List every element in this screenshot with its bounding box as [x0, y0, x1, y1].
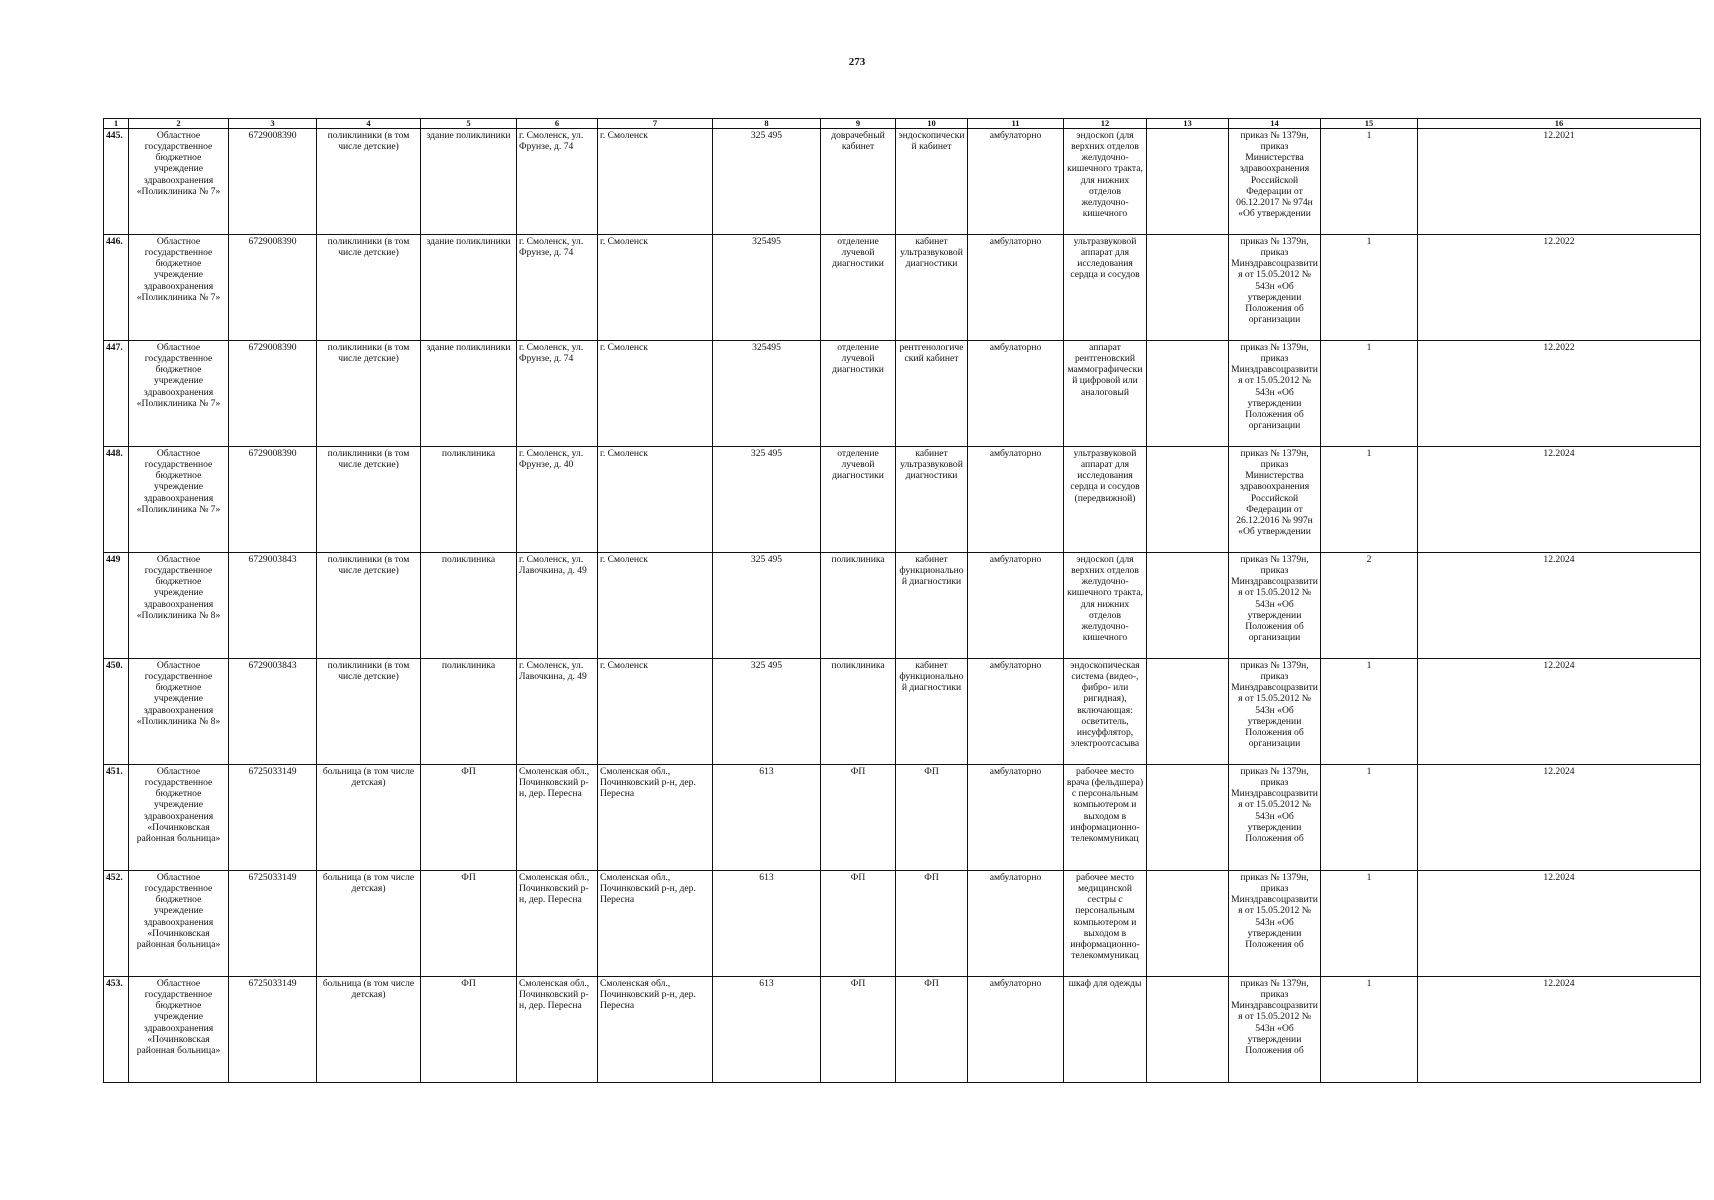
address-cell: Смоленская обл., Починковский р-н, дер. Пересна: [517, 977, 598, 1083]
legal-basis-cell: приказ № 1379н, приказ Министерства здравоохранения Российской Федерации от 06.12.2017 № 974н «Об утверждении: [1229, 129, 1321, 235]
table-row: [104, 235, 1701, 341]
care-mode-cell: амбулаторно: [968, 129, 1064, 235]
address-cell: г. Смоленск, ул. Лавочкина, д. 49: [517, 553, 598, 659]
cabinet-cell: кабинет ультразвуковой диагностики: [896, 235, 968, 341]
inn-cell: 6725033149: [229, 765, 317, 871]
cabinet-cell: ФП: [896, 977, 968, 1083]
facility-type: поликлиники (в том числе детские): [317, 341, 421, 447]
equipment-cell: эндоскопическая система (видео-, фибро- или ригидная), включающая: осветитель, инсуффлятор, электроотсасыва: [1064, 659, 1147, 765]
inn-cell: 6729008390: [229, 129, 317, 235]
column-number-row: [104, 119, 1701, 129]
row-number: 447.: [104, 341, 129, 447]
date-cell: 12.2024: [1418, 553, 1701, 659]
legal-basis-cell: приказ № 1379н, приказ Минздравсоцразвития от 15.05.2012 № 543н «Об утверждении Положения об организации: [1229, 341, 1321, 447]
care-mode-cell: амбулаторно: [968, 447, 1064, 553]
department-cell: доврачебный кабинет: [821, 129, 896, 235]
legal-basis-cell: приказ № 1379н, приказ Минздравсоцразвития от 15.05.2012 № 543н «Об утверждении Положения об: [1229, 871, 1321, 977]
quantity-cell: 1: [1321, 129, 1418, 235]
locality-cell: г. Смоленск: [598, 553, 713, 659]
equipment-cell: рабочее место медицинской сестры с персональным компьютером и выходом в информационно-телекоммуникац: [1064, 871, 1147, 977]
legal-basis-cell: приказ № 1379н, приказ Минздравсоцразвития от 15.05.2012 № 543н «Об утверждении Положения об: [1229, 765, 1321, 871]
inn-cell: 6725033149: [229, 977, 317, 1083]
date-cell: 12.2022: [1418, 341, 1701, 447]
column-header: 15: [1321, 119, 1418, 129]
table-row: [104, 553, 1701, 659]
column-13-cell: [1147, 129, 1229, 235]
quantity-cell: 1: [1321, 235, 1418, 341]
column-header: 1: [104, 119, 129, 129]
quantity-cell: 1: [1321, 765, 1418, 871]
cabinet-cell: ФП: [896, 765, 968, 871]
building-cell: поликлиника: [421, 659, 517, 765]
care-mode-cell: амбулаторно: [968, 659, 1064, 765]
column-13-cell: [1147, 341, 1229, 447]
inn-cell: 6729003843: [229, 553, 317, 659]
address-cell: г. Смоленск, ул. Фрунзе, д. 74: [517, 341, 598, 447]
page-number: 273: [848, 56, 866, 68]
row-number: 448.: [104, 447, 129, 553]
quantity-cell: 2: [1321, 553, 1418, 659]
date-cell: 12.2024: [1418, 659, 1701, 765]
cabinet-cell: эндоскопический кабинет: [896, 129, 968, 235]
address-cell: г. Смоленск, ул. Фрунзе, д. 74: [517, 129, 598, 235]
department-cell: поликлиника: [821, 553, 896, 659]
population-cell: 325 495: [713, 659, 821, 765]
inn-cell: 6729008390: [229, 235, 317, 341]
column-header: 14: [1229, 119, 1321, 129]
building-cell: поликлиника: [421, 447, 517, 553]
organization-name: Областное государственное бюджетное учреждение здравоохранения «Поликлиника № 7»: [129, 447, 229, 553]
date-cell: 12.2024: [1418, 977, 1701, 1083]
organization-name: Областное государственное бюджетное учреждение здравоохранения «Поликлиника № 8»: [129, 553, 229, 659]
population-cell: 325 495: [713, 129, 821, 235]
facility-type: поликлиники (в том числе детские): [317, 235, 421, 341]
column-header: 2: [129, 119, 229, 129]
table-row: [104, 447, 1701, 553]
building-cell: здание поликлиники: [421, 341, 517, 447]
address-cell: Смоленская обл., Починковский р-н, дер. Пересна: [517, 765, 598, 871]
care-mode-cell: амбулаторно: [968, 871, 1064, 977]
population-cell: 325495: [713, 235, 821, 341]
registry-table: [103, 118, 1701, 1083]
column-header: 5: [421, 119, 517, 129]
quantity-cell: 1: [1321, 871, 1418, 977]
care-mode-cell: амбулаторно: [968, 765, 1064, 871]
facility-type: поликлиники (в том числе детские): [317, 659, 421, 765]
quantity-cell: 1: [1321, 447, 1418, 553]
facility-type: больница (в том числе детская): [317, 765, 421, 871]
facility-type: поликлиники (в том числе детские): [317, 129, 421, 235]
column-13-cell: [1147, 659, 1229, 765]
care-mode-cell: амбулаторно: [968, 341, 1064, 447]
locality-cell: г. Смоленск: [598, 341, 713, 447]
column-header: 6: [517, 119, 598, 129]
locality-cell: г. Смоленск: [598, 447, 713, 553]
legal-basis-cell: приказ № 1379н, приказ Минздравсоцразвития от 15.05.2012 № 543н «Об утверждении Положения об организации: [1229, 553, 1321, 659]
building-cell: ФП: [421, 977, 517, 1083]
cabinet-cell: кабинет функциональной диагностики: [896, 553, 968, 659]
equipment-cell: аппарат рентгеновский маммографический цифровой или аналоговый: [1064, 341, 1147, 447]
column-header: 9: [821, 119, 896, 129]
date-cell: 12.2024: [1418, 871, 1701, 977]
locality-cell: г. Смоленск: [598, 659, 713, 765]
equipment-cell: ультразвуковой аппарат для исследования сердца и сосудов (передвижной): [1064, 447, 1147, 553]
inn-cell: 6729008390: [229, 341, 317, 447]
department-cell: отделение лучевой диагностики: [821, 341, 896, 447]
date-cell: 12.2024: [1418, 765, 1701, 871]
population-cell: 325 495: [713, 553, 821, 659]
column-13-cell: [1147, 553, 1229, 659]
legal-basis-cell: приказ № 1379н, приказ Минздравсоцразвития от 15.05.2012 № 543н «Об утверждении Положения об организации: [1229, 659, 1321, 765]
column-header: 8: [713, 119, 821, 129]
facility-type: поликлиники (в том числе детские): [317, 553, 421, 659]
inn-cell: 6725033149: [229, 871, 317, 977]
row-number: 445.: [104, 129, 129, 235]
equipment-cell: эндоскоп (для верхних отделов желудочно-кишечного тракта, для нижних отделов желудочно-кишечного: [1064, 129, 1147, 235]
table-row: [104, 659, 1701, 765]
address-cell: г. Смоленск, ул. Фрунзе, д. 40: [517, 447, 598, 553]
care-mode-cell: амбулаторно: [968, 235, 1064, 341]
row-number: 452.: [104, 871, 129, 977]
organization-name: Областное государственное бюджетное учреждение здравоохранения «Починковская районная больница»: [129, 765, 229, 871]
department-cell: ФП: [821, 765, 896, 871]
facility-type: поликлиники (в том числе детские): [317, 447, 421, 553]
column-header: 7: [598, 119, 713, 129]
legal-basis-cell: приказ № 1379н, приказ Минздравсоцразвития от 15.05.2012 № 543н «Об утверждении Положения об: [1229, 977, 1321, 1083]
facility-type: больница (в том числе детская): [317, 871, 421, 977]
facility-type: больница (в том числе детская): [317, 977, 421, 1083]
row-number: 451.: [104, 765, 129, 871]
department-cell: ФП: [821, 977, 896, 1083]
locality-cell: г. Смоленск: [598, 235, 713, 341]
population-cell: 325495: [713, 341, 821, 447]
equipment-cell: рабочее место врача (фельдшера) с персональным компьютером и выходом в информационно-телекоммуникац: [1064, 765, 1147, 871]
population-cell: 613: [713, 977, 821, 1083]
date-cell: 12.2024: [1418, 447, 1701, 553]
building-cell: поликлиника: [421, 553, 517, 659]
population-cell: 613: [713, 871, 821, 977]
equipment-cell: ультразвуковой аппарат для исследования сердца и сосудов: [1064, 235, 1147, 341]
address-cell: Смоленская обл., Починковский р-н, дер. Пересна: [517, 871, 598, 977]
equipment-cell: эндоскоп (для верхних отделов желудочно-кишечного тракта, для нижних отделов желудочно-кишечного: [1064, 553, 1147, 659]
quantity-cell: 1: [1321, 977, 1418, 1083]
column-13-cell: [1147, 447, 1229, 553]
column-header: 4: [317, 119, 421, 129]
row-number: 446.: [104, 235, 129, 341]
organization-name: Областное государственное бюджетное учреждение здравоохранения «Починковская районная больница»: [129, 871, 229, 977]
locality-cell: г. Смоленск: [598, 129, 713, 235]
legal-basis-cell: приказ № 1379н, приказ Министерства здравоохранения Российской Федерации от 26.12.2016 № 997н «Об утверждении: [1229, 447, 1321, 553]
column-13-cell: [1147, 765, 1229, 871]
cabinet-cell: рентгенологический кабинет: [896, 341, 968, 447]
cabinet-cell: кабинет функциональной диагностики: [896, 659, 968, 765]
care-mode-cell: амбулаторно: [968, 553, 1064, 659]
department-cell: поликлиника: [821, 659, 896, 765]
organization-name: Областное государственное бюджетное учреждение здравоохранения «Поликлиника № 8»: [129, 659, 229, 765]
building-cell: ФП: [421, 871, 517, 977]
address-cell: г. Смоленск, ул. Лавочкина, д. 49: [517, 659, 598, 765]
department-cell: отделение лучевой диагностики: [821, 235, 896, 341]
organization-name: Областное государственное бюджетное учреждение здравоохранения «Починковская районная больница»: [129, 977, 229, 1083]
locality-cell: Смоленская обл., Починковский р-н, дер. Пересна: [598, 765, 713, 871]
column-header: 10: [896, 119, 968, 129]
column-13-cell: [1147, 235, 1229, 341]
table-row: [104, 129, 1701, 235]
locality-cell: Смоленская обл., Починковский р-н, дер. Пересна: [598, 977, 713, 1083]
table-row: [104, 765, 1701, 871]
inn-cell: 6729008390: [229, 447, 317, 553]
inn-cell: 6729003843: [229, 659, 317, 765]
cabinet-cell: ФП: [896, 871, 968, 977]
table-row: [104, 977, 1701, 1083]
legal-basis-cell: приказ № 1379н, приказ Минздравсоцразвития от 15.05.2012 № 543н «Об утверждении Положения об организации: [1229, 235, 1321, 341]
column-13-cell: [1147, 977, 1229, 1083]
organization-name: Областное государственное бюджетное учреждение здравоохранения «Поликлиника № 7»: [129, 129, 229, 235]
column-header: 13: [1147, 119, 1229, 129]
building-cell: здание поликлиники: [421, 129, 517, 235]
organization-name: Областное государственное бюджетное учреждение здравоохранения «Поликлиника № 7»: [129, 235, 229, 341]
quantity-cell: 1: [1321, 341, 1418, 447]
population-cell: 325 495: [713, 447, 821, 553]
column-header: 12: [1064, 119, 1147, 129]
department-cell: ФП: [821, 871, 896, 977]
equipment-cell: шкаф для одежды: [1064, 977, 1147, 1083]
date-cell: 12.2021: [1418, 129, 1701, 235]
care-mode-cell: амбулаторно: [968, 977, 1064, 1083]
department-cell: отделение лучевой диагностики: [821, 447, 896, 553]
table-row: [104, 871, 1701, 977]
address-cell: г. Смоленск, ул. Фрунзе, д. 74: [517, 235, 598, 341]
column-header: 3: [229, 119, 317, 129]
row-number: 450.: [104, 659, 129, 765]
quantity-cell: 1: [1321, 659, 1418, 765]
column-header: 16: [1418, 119, 1701, 129]
building-cell: здание поликлиники: [421, 235, 517, 341]
date-cell: 12.2022: [1418, 235, 1701, 341]
column-header: 11: [968, 119, 1064, 129]
table-row: [104, 341, 1701, 447]
building-cell: ФП: [421, 765, 517, 871]
row-number: 449: [104, 553, 129, 659]
organization-name: Областное государственное бюджетное учреждение здравоохранения «Поликлиника № 7»: [129, 341, 229, 447]
column-13-cell: [1147, 871, 1229, 977]
cabinet-cell: кабинет ультразвуковой диагностики: [896, 447, 968, 553]
population-cell: 613: [713, 765, 821, 871]
locality-cell: Смоленская обл., Починковский р-н, дер. Пересна: [598, 871, 713, 977]
row-number: 453.: [104, 977, 129, 1083]
